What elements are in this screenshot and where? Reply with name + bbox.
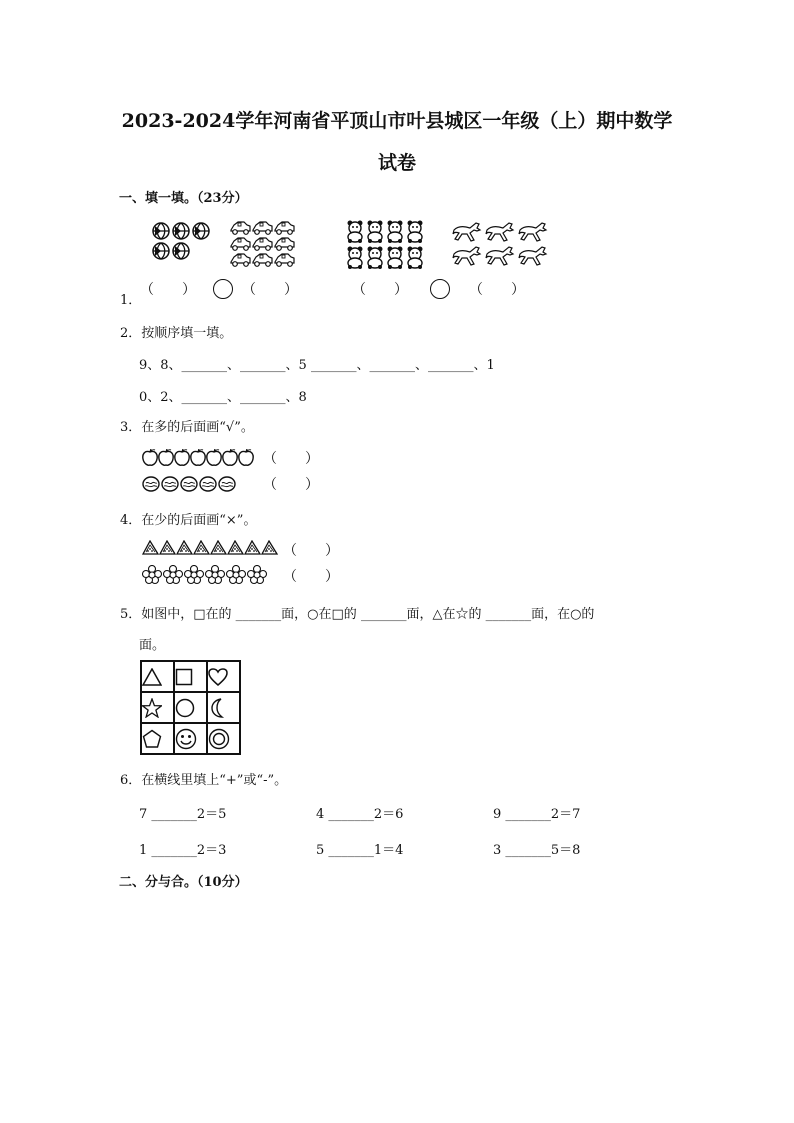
melons-row: [142, 475, 242, 493]
answer-blank-watermelon[interactable]: （ ）: [283, 543, 339, 559]
cars-group: [230, 220, 296, 268]
grid-smiley: [174, 723, 207, 754]
apple-icon: [142, 449, 256, 467]
melon-icon: [142, 475, 242, 493]
section-heading-1: 一、填一填。（23分）: [119, 191, 248, 206]
section-heading-2: 二、分与合。（10分）: [119, 875, 248, 890]
equation-1[interactable]: 7 _______2＝5: [139, 807, 227, 822]
balls-group: [152, 222, 212, 262]
grid-circle: [174, 692, 207, 723]
ball-icon: [152, 222, 212, 262]
flower-row: [142, 565, 272, 585]
question-1-number: 1．: [120, 293, 142, 308]
grid-star: [141, 692, 174, 723]
shape-grid: [140, 660, 241, 755]
answer-blank-bears[interactable]: （ ）: [352, 282, 408, 298]
equation-2[interactable]: 4 _______2＝6: [316, 807, 404, 822]
watermelon-row: [142, 540, 282, 556]
grid-pentagon: [141, 723, 174, 754]
page-title: 2023-2024学年河南省平顶山市叶县城区一年级（上）期中数学: [121, 110, 673, 132]
compare-circle-1[interactable]: [213, 279, 233, 299]
question-5-prompt-cont: 面。: [139, 638, 166, 653]
question-3-prompt: 3．在多的后面画“√”。: [120, 420, 254, 435]
flower-icon: [142, 565, 272, 585]
equation-3[interactable]: 9 _______2＝7: [493, 807, 581, 822]
sequence-row-2[interactable]: 0、2、_______、_______、8: [139, 390, 307, 405]
grid-double-circle: [207, 723, 240, 754]
question-5-prompt[interactable]: 5．如图中，□在的 _______面，○在□的 _______面，△在☆的 _______面，在○的: [120, 607, 595, 622]
question-2-prompt: 2．按顺序填一填。: [120, 326, 233, 341]
equation-4[interactable]: 1 _______2＝3: [139, 843, 227, 858]
page-title-cont: 试卷: [377, 152, 416, 174]
answer-blank-apples[interactable]: （ ）: [263, 451, 319, 467]
grid-heart: [207, 661, 240, 692]
equation-6[interactable]: 3 _______5＝8: [493, 843, 581, 858]
grid-square: [174, 661, 207, 692]
horses-group: [452, 220, 550, 270]
bear-icon: [346, 220, 426, 270]
grid-triangle: [141, 661, 174, 692]
grid-moon: [207, 692, 240, 723]
apples-row: [142, 449, 256, 467]
answer-blank-horses[interactable]: （ ）: [469, 282, 525, 298]
car-icon: [230, 220, 296, 268]
horse-icon: [452, 220, 550, 270]
sequence-row-1[interactable]: 9、8、_______、_______、5 _______、_______、_______、1: [139, 358, 495, 373]
answer-blank-flower[interactable]: （ ）: [283, 569, 339, 585]
compare-circle-2[interactable]: [430, 279, 450, 299]
question-6-prompt: 6．在横线里填上“+”或“-”。: [120, 773, 288, 788]
bears-group: [346, 220, 426, 270]
answer-blank-melons[interactable]: （ ）: [263, 477, 319, 493]
question-4-prompt: 4．在少的后面画“×”。: [120, 513, 257, 528]
equation-5[interactable]: 5 _______1＝4: [316, 843, 404, 858]
answer-blank-balls[interactable]: （ ）: [140, 282, 196, 298]
answer-blank-cars[interactable]: （ ）: [242, 282, 298, 298]
watermelon-slice-icon: [142, 540, 282, 556]
